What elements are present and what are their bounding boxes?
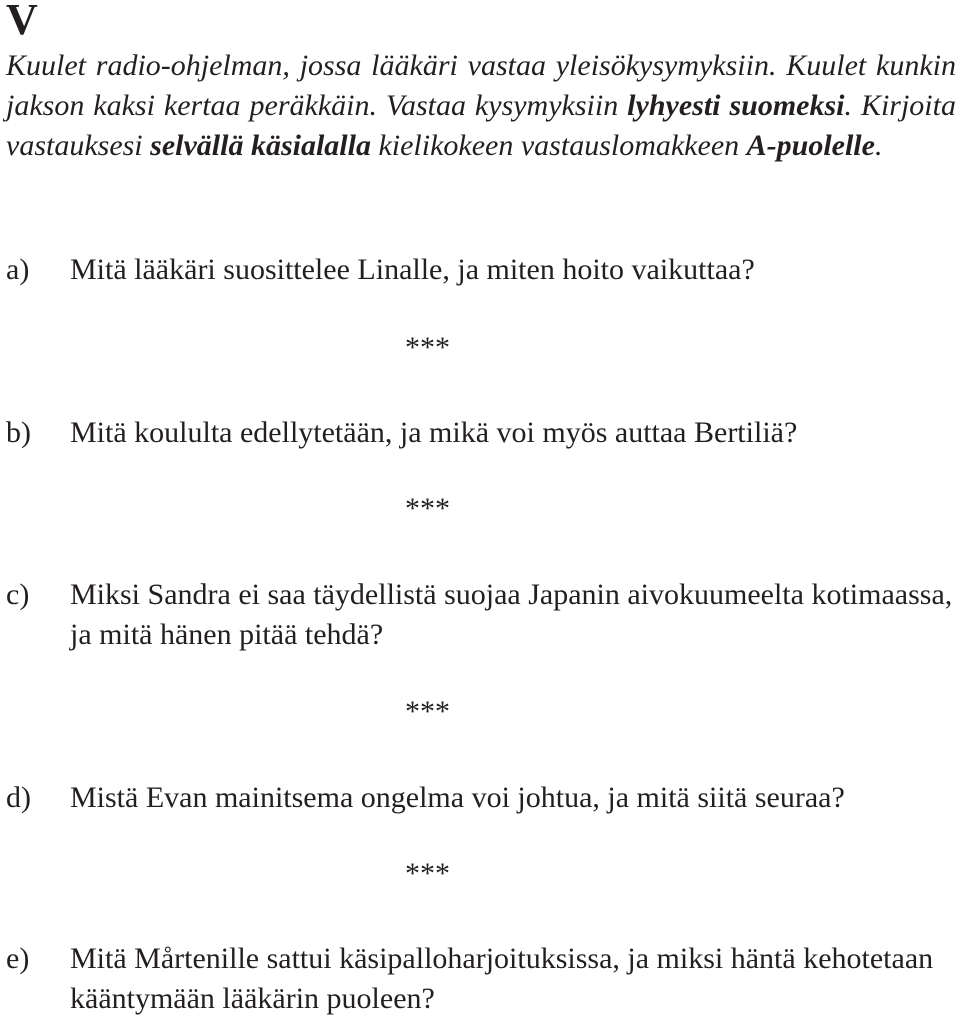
instructions-paragraph: [6, 46, 956, 166]
question-a-letter: a): [6, 253, 30, 286]
question-e: [6, 939, 956, 1019]
instructions-text-2: . Kirjoita vastauksesi: [6, 89, 956, 162]
question-d: [6, 778, 956, 818]
question-e-text: Mitä Mårtenille sattui käsipalloharjoituksissa, ja miksi häntä kehotetaan kääntymään lääkärin puoleen?: [70, 942, 934, 1015]
question-b: [6, 413, 956, 453]
instructions-text-1: Kuulet radio-ohjelman, jossa lääkäri vastaa yleisökysymyksiin. Kuulet kunkin jakson kaksi kertaa peräkkäin. Vastaa kysymyksiin: [6, 49, 956, 122]
question-c: [6, 575, 956, 655]
instructions-bold-2: selvällä käsialalla: [150, 129, 371, 162]
question-c-text: Miksi Sandra ei saa täydellistä suojaa Japanin aivokuumeelta kotimaassa, ja mitä hänen pitää tehdä?: [70, 578, 953, 651]
section-title: V: [6, 0, 38, 44]
question-d-letter: d): [6, 781, 31, 814]
question-b-text: Mitä koululta edellytetään, ja mikä voi myös auttaa Bertiliä?: [70, 416, 798, 449]
question-b-letter: b): [6, 416, 31, 449]
separator-a: ***: [405, 331, 450, 364]
separator-b: ***: [405, 492, 450, 525]
question-a: [6, 250, 956, 290]
separator-c: ***: [405, 695, 450, 728]
instructions-bold-3: A-puolelle: [746, 129, 875, 162]
instructions-text-4: .: [874, 129, 883, 162]
instructions-text-3: kielikokeen vastauslomakkeen: [370, 129, 747, 162]
question-e-letter: e): [6, 942, 30, 975]
separator-d: ***: [405, 857, 450, 890]
question-d-text: Mistä Evan mainitsema ongelma voi johtua, ja mitä siitä seuraa?: [70, 781, 845, 814]
question-c-letter: c): [6, 578, 30, 611]
question-a-text: Mitä lääkäri suosittelee Linalle, ja miten hoito vaikuttaa?: [70, 253, 755, 286]
instructions-bold-1: lyhyesti suomeksi: [627, 89, 845, 122]
